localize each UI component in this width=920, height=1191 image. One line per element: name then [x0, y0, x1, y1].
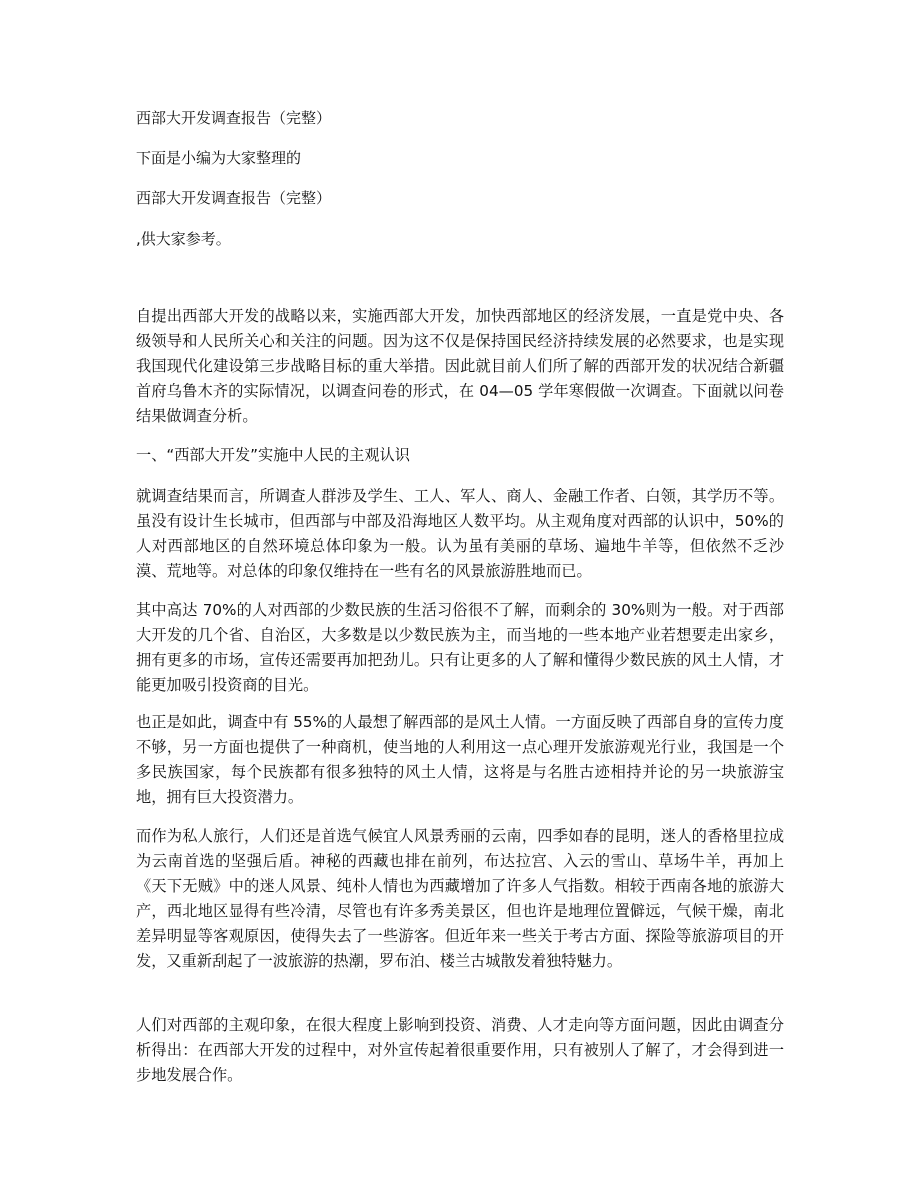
section-heading-1: 一、“西部大开发”实施中人民的主观认识: [136, 446, 410, 464]
paragraph-4: 也正是如此，调查中有 55%的人最想了解西部的是风土人情。一方面反映了西部自身的宣传力度不够，另一方面也提供了一种商机，使当地的人利用这一点心理开发旅游观光行业，我国是一个多民族国家，每个民族都有很多独特的风土人情，这将是与名胜古迹相持并论的另一块旅游宝地，拥有巨大投资潜力。: [136, 713, 784, 806]
paragraph-intro: 自提出西部大开发的战略以来，实施西部大开发，加快西部地区的经济发展，一直是党中央、各级领导和人民所关心和关注的问题。因为这不仅是保持国民经济持续发展的必然要求，也是实现我国现代化建设第三步战略目标的重大举措。因此就目前人们所了解的西部开发的状况结合新疆首府乌鲁木齐的实际情况，以调查问卷的形式，在 04—05 学年寒假做一次调查。下面就以问卷结果做调查分析。: [136, 307, 784, 425]
paragraph-6: 人们对西部的主观印象，在很大程度上影响到投资、消费、人才走向等方面问题，因此由调查分析得出：在西部大开发的过程中，对外宣传起着很重要作用，只有被别人了解了，才会得到进一步地发展合作。: [136, 1016, 784, 1084]
document-title: 西部大开发调查报告（完整）: [136, 109, 332, 127]
reference-note: ,供大家参考。: [136, 230, 231, 248]
paragraph-2: 就调查结果而言，所调查人群涉及学生、工人、军人、商人、金融工作者、白领，其学历不等。虽没有设计生长城市，但西部与中部及沿海地区人数平均。从主观角度对西部的认识中，50%的人对西部地区的自然环境总体印象为一般。认为虽有美丽的草场、遍地牛羊等，但依然不乏沙漠、荒地等。对总体的印象仅维持在一些有名的风景旅游胜地而已。: [136, 487, 784, 580]
intro-line: 下面是小编为大家整理的: [136, 149, 302, 167]
document-title-repeat: 西部大开发调查报告（完整）: [136, 189, 332, 207]
paragraph-3: 其中高达 70%的人对西部的少数民族的生活习俗很不了解，而剩余的 30%则为一般。对于西部大开发的几个省、自治区，大多数是以少数民族为主，而当地的一些本地产业若想要走出家乡，拥有更多的市场，宣传还需要再加把劲儿。只有让更多的人了解和懂得少数民族的风土人情，才能更加吸引投资商的目光。: [136, 601, 784, 694]
paragraph-5: 而作为私人旅行，人们还是首选气候宜人风景秀丽的云南，四季如春的昆明，迷人的香格里拉成为云南首选的坚强后盾。神秘的西藏也排在前列，布达拉宫、入云的雪山、草场牛羊，再加上《天下无贼》中的迷人风景、纯朴人情也为西藏增加了许多人气指数。相较于西南各地的旅游大产，西北地区显得有些冷清，尽管也有许多秀美景区，但也许是地理位置僻远，气候干燥，南北差异明显等客观原因，使得失去了一些游客。但近年来一些关于考古方面、探险等旅游项目的开发，又重新刮起了一波旅游的热潮，罗布泊、楼兰古城散发着独特魅力。: [136, 827, 784, 970]
